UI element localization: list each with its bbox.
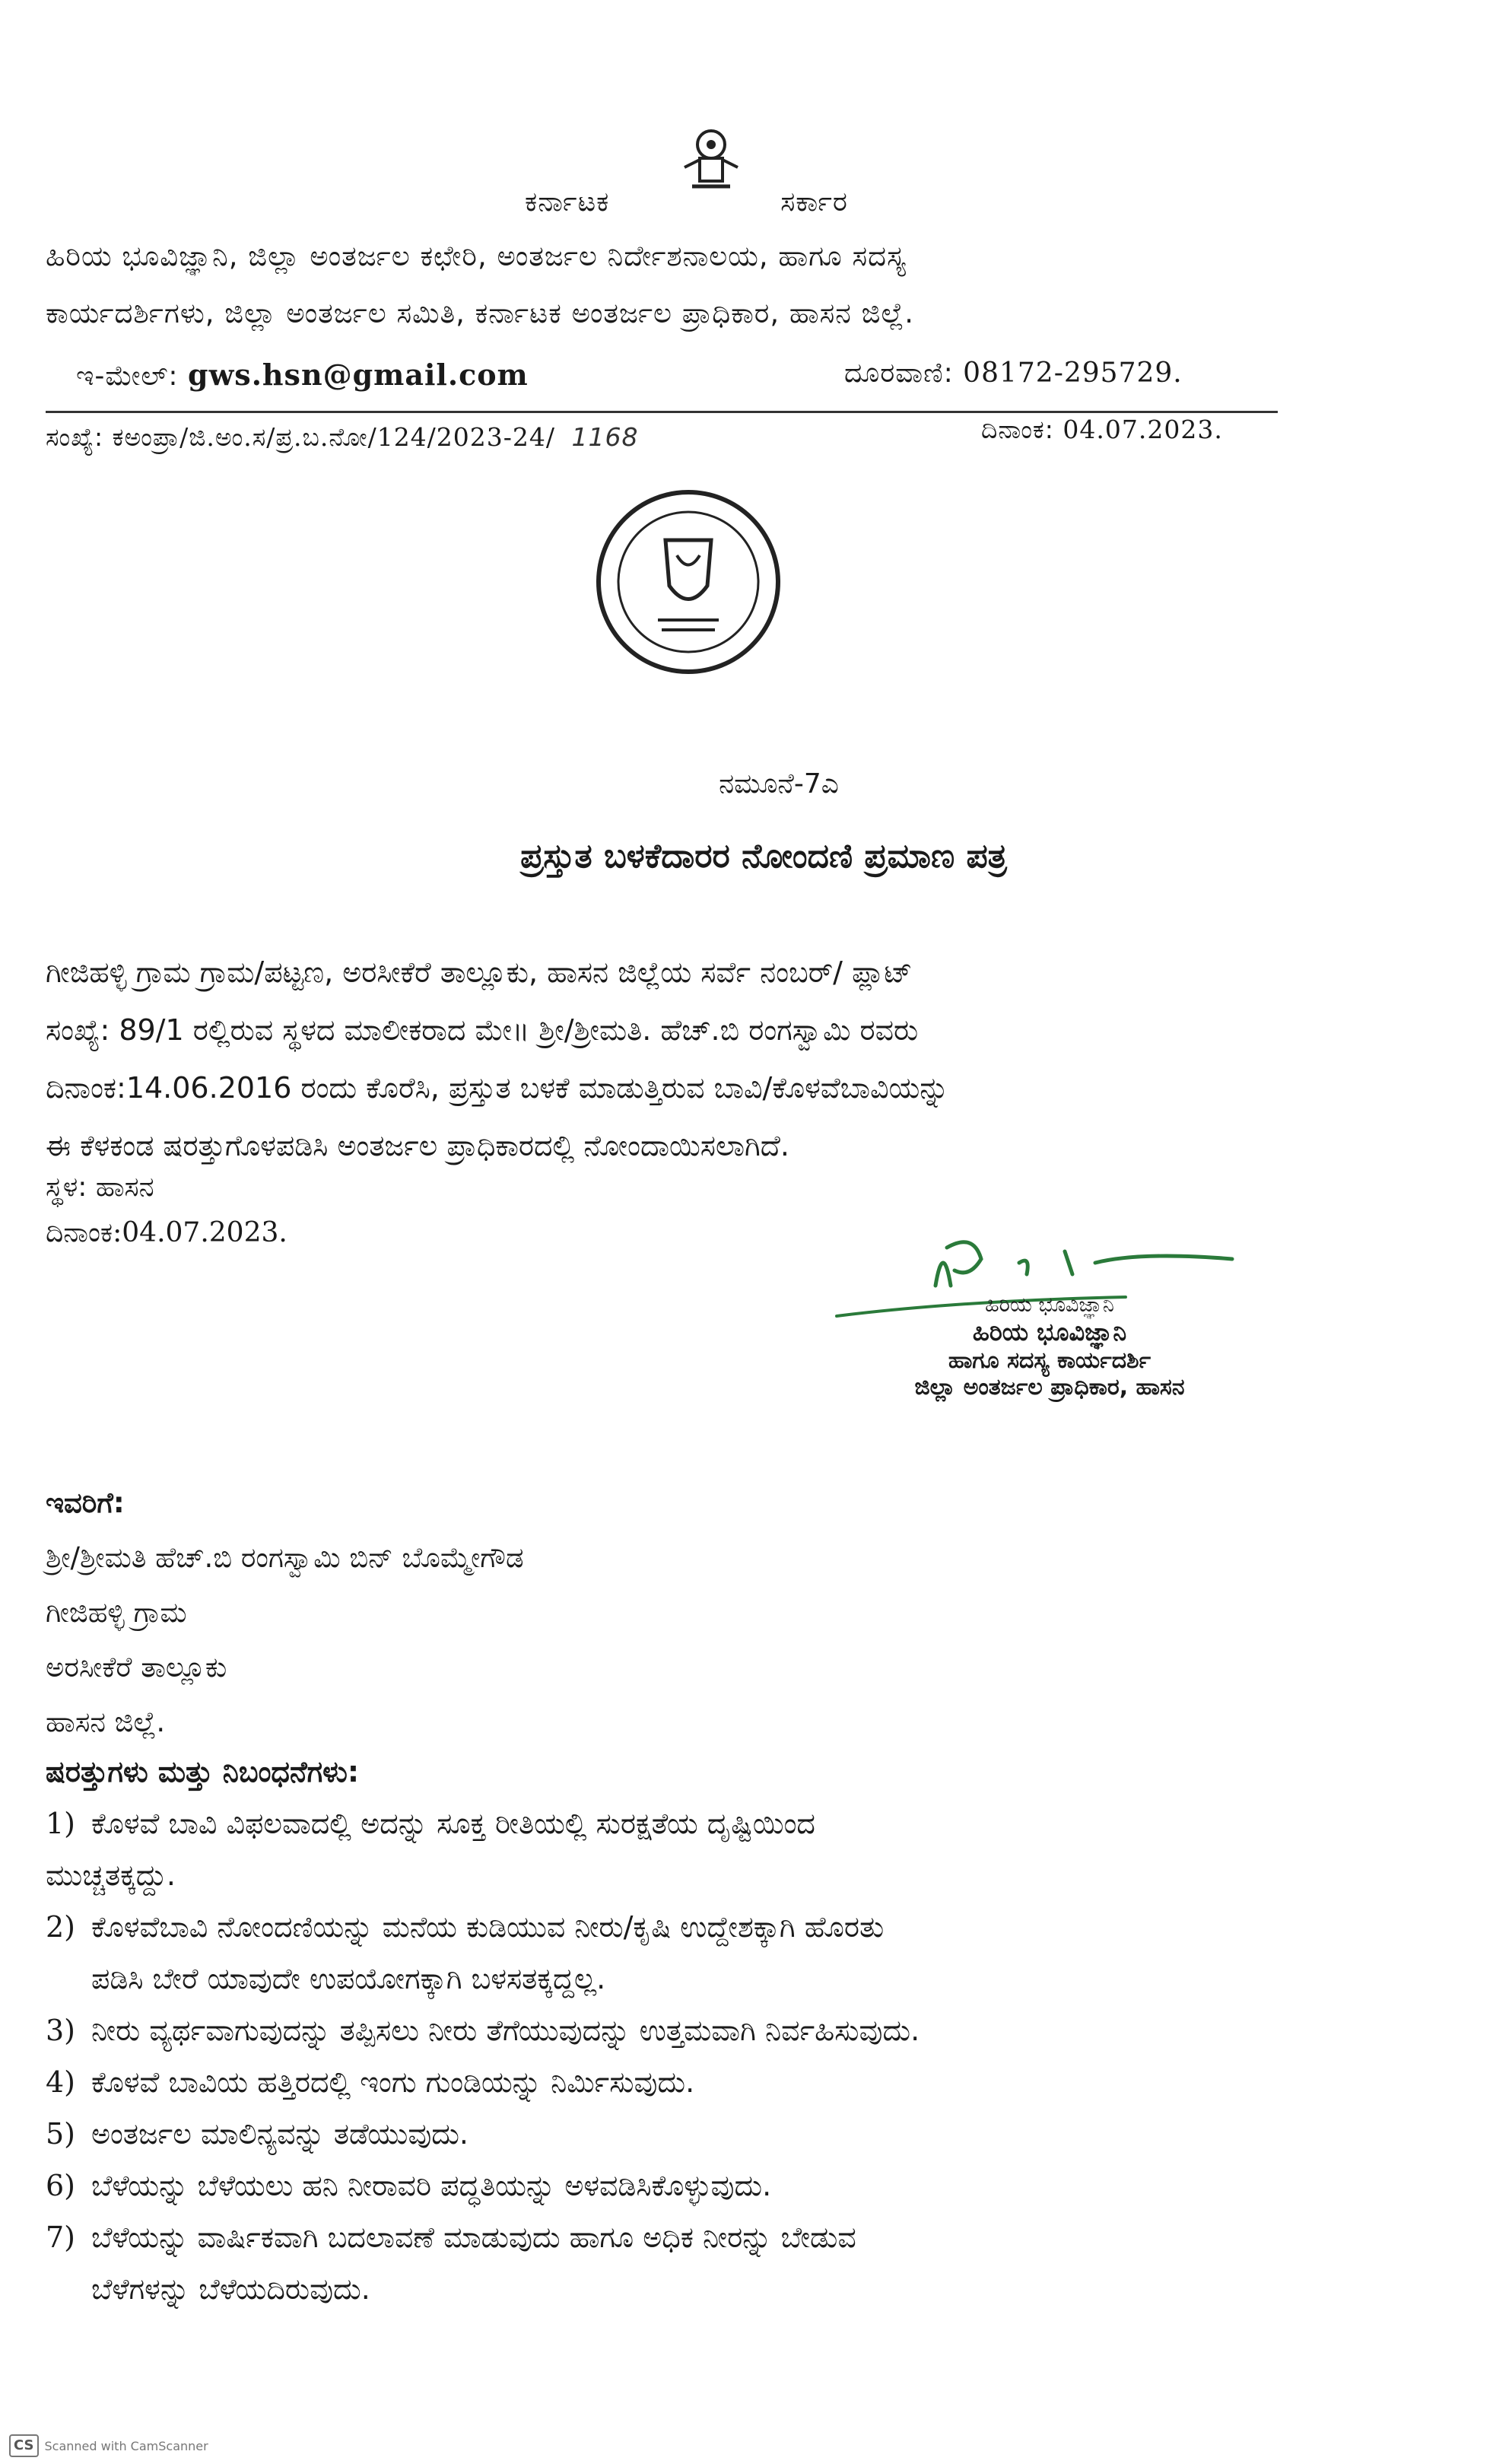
condition-num: 4) [46, 2065, 76, 2099]
condition-text: ಅಂತರ್ಜಲ ಮಾಲಿನ್ಯವನ್ನು ತಡೆಯುವುದು. [91, 2117, 469, 2151]
condition-num: 2) [46, 1910, 76, 1944]
body-date-line: ದಿನಾಂಕ:04.07.2023. [46, 1217, 287, 1248]
signature-line-4: ಜಿಲ್ಲಾ ಅಂತರ್ಜಲ ಪ್ರಾಧಿಕಾರ, ಹಾಸನ [914, 1374, 1185, 1401]
condition-item-7 [46, 2211, 920, 2315]
condition-cont: ಮುಚ್ಚತಕ್ಕದ್ದು. [46, 1858, 176, 1892]
ref-handwritten: 1168 [571, 422, 639, 452]
body-line-2: ಸಂಖ್ಯೆ: 89/1 ರಲ್ಲಿರುವ ಸ್ಥಳದ ಮಾಲೀಕರಾದ ಮೇ॥ ಶ್ರೀ/ಶ್ರೀಮತಿ. ಹೆಚ್.ಬಿ ರಂಗಸ್ವಾಮಿ ರವರು [46, 1013, 919, 1047]
header-divider [46, 411, 1278, 413]
condition-item-1 [46, 1798, 920, 1901]
condition-text: ಕೊಳವೆ ಬಾವಿ ವಿಫಲವಾದಲ್ಲಿ ಅದನ್ನು ಸೂಕ್ತ ರೀತಿಯಲ್ಲಿ ಸುರಕ್ಷತೆಯ ದೃಷ್ಟಿಯಿಂದ [91, 1807, 815, 1840]
recipient-line-2: ಗೀಜಿಹಳ್ಳಿ ಗ್ರಾಮ [46, 1596, 187, 1629]
recipient-line-1: ಶ್ರೀ/ಶ್ರೀಮತಿ ಹೆಚ್.ಬಿ ರಂಗಸ್ವಾಮಿ ಬಿನ್ ಬೊಮ್ಮೇಗೌಡ [46, 1541, 524, 1574]
condition-item-5 [46, 2108, 920, 2160]
condition-text: ಕೊಳವೆ ಬಾವಿಯ ಹತ್ತಿರದಲ್ಲಿ ಇಂಗು ಗುಂಡಿಯನ್ನು ನಿರ್ಮಿಸುವುದು. [91, 2065, 695, 2099]
condition-text: ನೀರು ವ್ಯರ್ಥವಾಗುವುದನ್ನು ತಪ್ಪಿಸಲು ನೀರು ತೆಗೆಯುವುದನ್ನು ಉತ್ತಮವಾಗಿ ನಿರ್ವಹಿಸುವುದು. [91, 2014, 920, 2047]
phone-number: 08172-295729. [963, 358, 1183, 389]
condition-item-6 [46, 2160, 920, 2211]
signature-line-1: ಹಿರಿಯ ಭೂವಿಜ್ಞಾನಿ [985, 1293, 1114, 1317]
body-line-4: ಈ ಕೆಳಕಂಡ ಷರತ್ತುಗೊಳಪಡಿಸಿ ಅಂತರ್ಜಲ ಪ್ರಾಧಿಕಾರದಲ್ಲಿ ನೋಂದಾಯಿಸಲಾಗಿದೆ. [46, 1129, 789, 1162]
condition-num: 3) [46, 2014, 76, 2047]
conditions-heading: ಷರತ್ತುಗಳು ಮತ್ತು ನಿಬಂಧನೆಗಳು: [46, 1755, 360, 1788]
condition-item-2 [46, 1901, 920, 2005]
condition-text: ಬೆಳೆಯನ್ನು ಬೆಳೆಯಲು ಹನಿ ನೀರಾವರಿ ಪದ್ಧತಿಯನ್ನು ಅಳವಡಿಸಿಕೊಳ್ಳುವುದು. [91, 2169, 772, 2202]
phone-label: ದೂರವಾಣಿ: [844, 358, 954, 389]
header-date-row [981, 415, 1223, 445]
ref-number: ಕಅಂಪ್ರಾ/ಜಿ.ಅಂ.ಸ/ಪ್ರ.ಬ.ನೋ/124/2023-24/ [112, 422, 556, 452]
condition-num: 1) [46, 1807, 76, 1840]
certificate-body [46, 943, 1293, 1175]
camscanner-watermark [9, 2434, 208, 2457]
signature-line-2: ಹಿರಿಯ ಭೂವಿಜ್ಞಾನಿ [972, 1318, 1127, 1346]
office-line-1: ಹಿರಿಯ ಭೂವಿಜ್ಞಾನಿ, ಜಿಲ್ಲಾ ಅಂತರ್ಜಲ ಕಛೇರಿ, ಅಂತರ್ಜಲ ನಿರ್ದೇಶನಾಲಯ, ಹಾಗೂ ಸದಸ್ಯ [46, 240, 907, 272]
email-address: gws.hsn@gmail.com [188, 358, 529, 392]
signature-line-3: ಹಾಗೂ ಸದಸ್ಯ ಕಾರ್ಯದರ್ಶಿ [948, 1347, 1151, 1374]
form-number: ನಮೂನೆ-7ಎ [719, 768, 839, 800]
place-line: ಸ್ಥಳ: ಹಾಸನ [46, 1172, 154, 1203]
conditions-block [46, 1746, 920, 2315]
header-date-label: ದಿನಾಂಕ: [981, 415, 1054, 444]
condition-num: 6) [46, 2169, 76, 2202]
condition-cont: ಬೆಳೆಗಳನ್ನು ಬೆಳೆಯದಿರುವುದು. [91, 2272, 370, 2306]
body-line-1: ಗೀಜಿಹಳ್ಳಿ ಗ್ರಾಮ ಗ್ರಾಮ/ಪಟ್ಟಣ, ಅರಸೀಕೆರೆ ತಾಲ್ಲೂಕು, ಹಾಸನ ಜಿಲ್ಲೆಯ ಸರ್ವೆ ನಂಬರ್/ ಪ್ಲಾಟ್ [46, 955, 913, 989]
authority-seal-icon [593, 487, 783, 677]
condition-text: ಬೆಳೆಯನ್ನು ವಾರ್ಷಿಕವಾಗಿ ಬದಲಾವಣೆ ಮಾಡುವುದು ಹಾಗೂ ಅಧಿಕ ನೀರನ್ನು ಬೇಡುವ [91, 2221, 856, 2254]
state-emblem-icon [669, 114, 753, 198]
condition-num: 5) [46, 2117, 76, 2151]
recipient-line-3: ಅರಸೀಕೆರೆ ತಾಲ್ಲೂಕು [46, 1651, 227, 1683]
header-date: 04.07.2023. [1063, 415, 1223, 444]
ref-label: ಸಂಖ್ಯೆ: [46, 422, 104, 452]
signature-block [783, 1293, 1316, 1401]
govt-line [525, 186, 848, 218]
email-label: ಇ-ಮೇಲ್: [76, 361, 179, 392]
condition-num: 7) [46, 2221, 76, 2254]
condition-cont: ಪಡಿಸಿ ಬೇರೆ ಯಾವುದೇ ಉಪಯೋಗಕ್ಕಾಗಿ ಬಳಸತಕ್ಕದ್ದಲ್ಲ. [91, 1962, 606, 1995]
phone-row [844, 358, 1183, 389]
recipient-block [46, 1476, 524, 1750]
govt-left: ಕರ್ನಾಟಕ [525, 186, 610, 218]
office-line-2: ಕಾರ್ಯದರ್ಶಿಗಳು, ಜಿಲ್ಲಾ ಅಂತರ್ಜಲ ಸಮಿತಿ, ಕರ್ನಾಟಕ ಅಂತರ್ಜಲ ಪ್ರಾಧಿಕಾರ, ಹಾಸನ ಜಿಲ್ಲೆ. [46, 297, 915, 329]
email-row [76, 358, 529, 393]
condition-item-3 [46, 2005, 920, 2056]
body-line-3: ದಿನಾಂಕ:14.06.2016 ರಂದು ಕೊರೆಸಿ, ಪ್ರಸ್ತುತ ಬಳಕೆ ಮಾಡುತ್ತಿರುವ ಬಾವಿ/ಕೊಳವೆಬಾವಿಯನ್ನು [46, 1071, 949, 1105]
cs-badge-icon: CS [9, 2434, 39, 2457]
govt-right: ಸರ್ಕಾರ [780, 186, 848, 218]
condition-text: ಕೊಳವೆಬಾವಿ ನೋಂದಣಿಯನ್ನು ಮನೆಯ ಕುಡಿಯುವ ನೀರು/ಕೃಷಿ ಉದ್ದೇಶಕ್ಕಾಗಿ ಹೊರತು [91, 1910, 885, 1944]
condition-item-4 [46, 2056, 920, 2108]
scanner-text: Scanned with CamScanner [44, 2438, 208, 2453]
reference-row [46, 422, 639, 453]
recipient-line-4: ಹಾಸನ ಜಿಲ್ಲೆ. [46, 1706, 166, 1738]
certificate-title: ಪ್ರಸ್ತುತ ಬಳಕೆದಾರರ ನೋಂದಣಿ ಪ್ರಮಾಣ ಪತ್ರ [520, 837, 1007, 876]
recipient-label: ಇವರಿಗೆ: [46, 1486, 125, 1519]
